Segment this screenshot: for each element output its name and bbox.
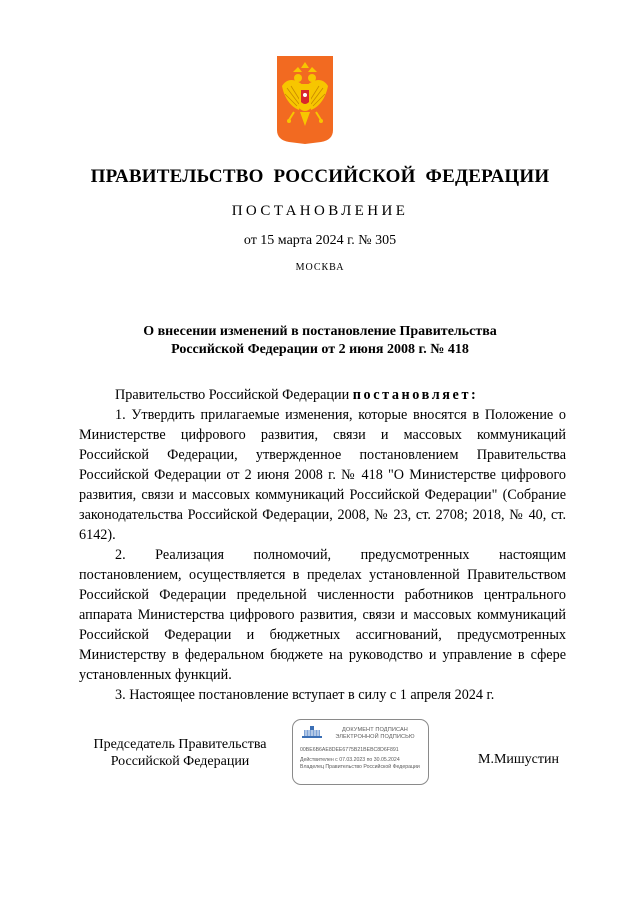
signatory-name: М.Мишустин [478, 752, 559, 767]
intro-text: Правительство Российской Федерации [115, 387, 353, 403]
intro-paragraph [79, 385, 566, 405]
stamp-certificate: 00BE6B6AE8DEE6775B21BEBC8D6F891 [300, 747, 399, 753]
paragraph-1: 1. Утвердить прилагаемые изменения, которые вносятся в Положение о Министерстве цифрового развития, связи и массовых коммуникаций Российской Федерации, утвержденное постановлением Правительства Российской Федерации от 2 июня 2008 г. № 418 "О Министерстве цифрового развития, связи и массовых коммуникаций Российской Федерации" (Собрание законодательства Российской Федерации, 2008, № 23, ст. 2708; 2018, № 40, ст. 6142). [79, 407, 566, 543]
stamp-validity: Действителен с 07.03.2023 по 30.05.2024 [300, 757, 400, 763]
stamp-owner: Владелец Правительство Российской Федерации [300, 764, 420, 770]
document-type: ПОСТАНОВЛЕНИЕ [231, 203, 409, 219]
paragraph-3: 3. Настоящее постановление вступает в силу с 1 апреля 2024 г. [115, 687, 495, 703]
subject-line-1: О внесении изменений в постановление Правительства [143, 324, 497, 339]
subject-line-2: Российской Федерации от 2 июня 2008 г. № 418 [171, 342, 469, 357]
document-date-number: от 15 марта 2024 г. № 305 [243, 233, 397, 248]
document-city: МОСКВА [295, 262, 345, 273]
electronic-signature-stamp [292, 719, 429, 785]
signatory-position [80, 736, 280, 770]
document-subject [0, 323, 640, 359]
signatory-position-line-1: Председатель Правительства [93, 737, 267, 752]
russian-coat-of-arms-icon [277, 56, 333, 144]
intro-verb: постановляет: [352, 387, 479, 403]
government-title: ПРАВИТЕЛЬСТВО РОССИЙСКОЙ ФЕДЕРАЦИИ [90, 166, 550, 187]
stamp-heading-line-2: ЭЛЕКТРОННОЙ ПОДПИСЬЮ [335, 734, 415, 740]
government-building-icon [301, 725, 323, 739]
paragraph-2: 2. Реализация полномочий, предусмотренных настоящим постановлением, осуществляется в пределах установленной Правительством Российской Федерации предельной численности работников центрального аппарата Министерства цифрового развития, связи и массовых коммуникаций Российской Федерации и бюджетных ассигнований, предусмотренных Министерству в федеральном бюджете на руководство и управление в сфере установленных функций. [79, 547, 566, 683]
signatory-position-line-2: Российской Федерации [110, 754, 250, 769]
stamp-heading-line-1: ДОКУМЕНТ ПОДПИСАН [342, 727, 408, 733]
document-body [79, 385, 566, 705]
stamp-heading [327, 727, 423, 741]
